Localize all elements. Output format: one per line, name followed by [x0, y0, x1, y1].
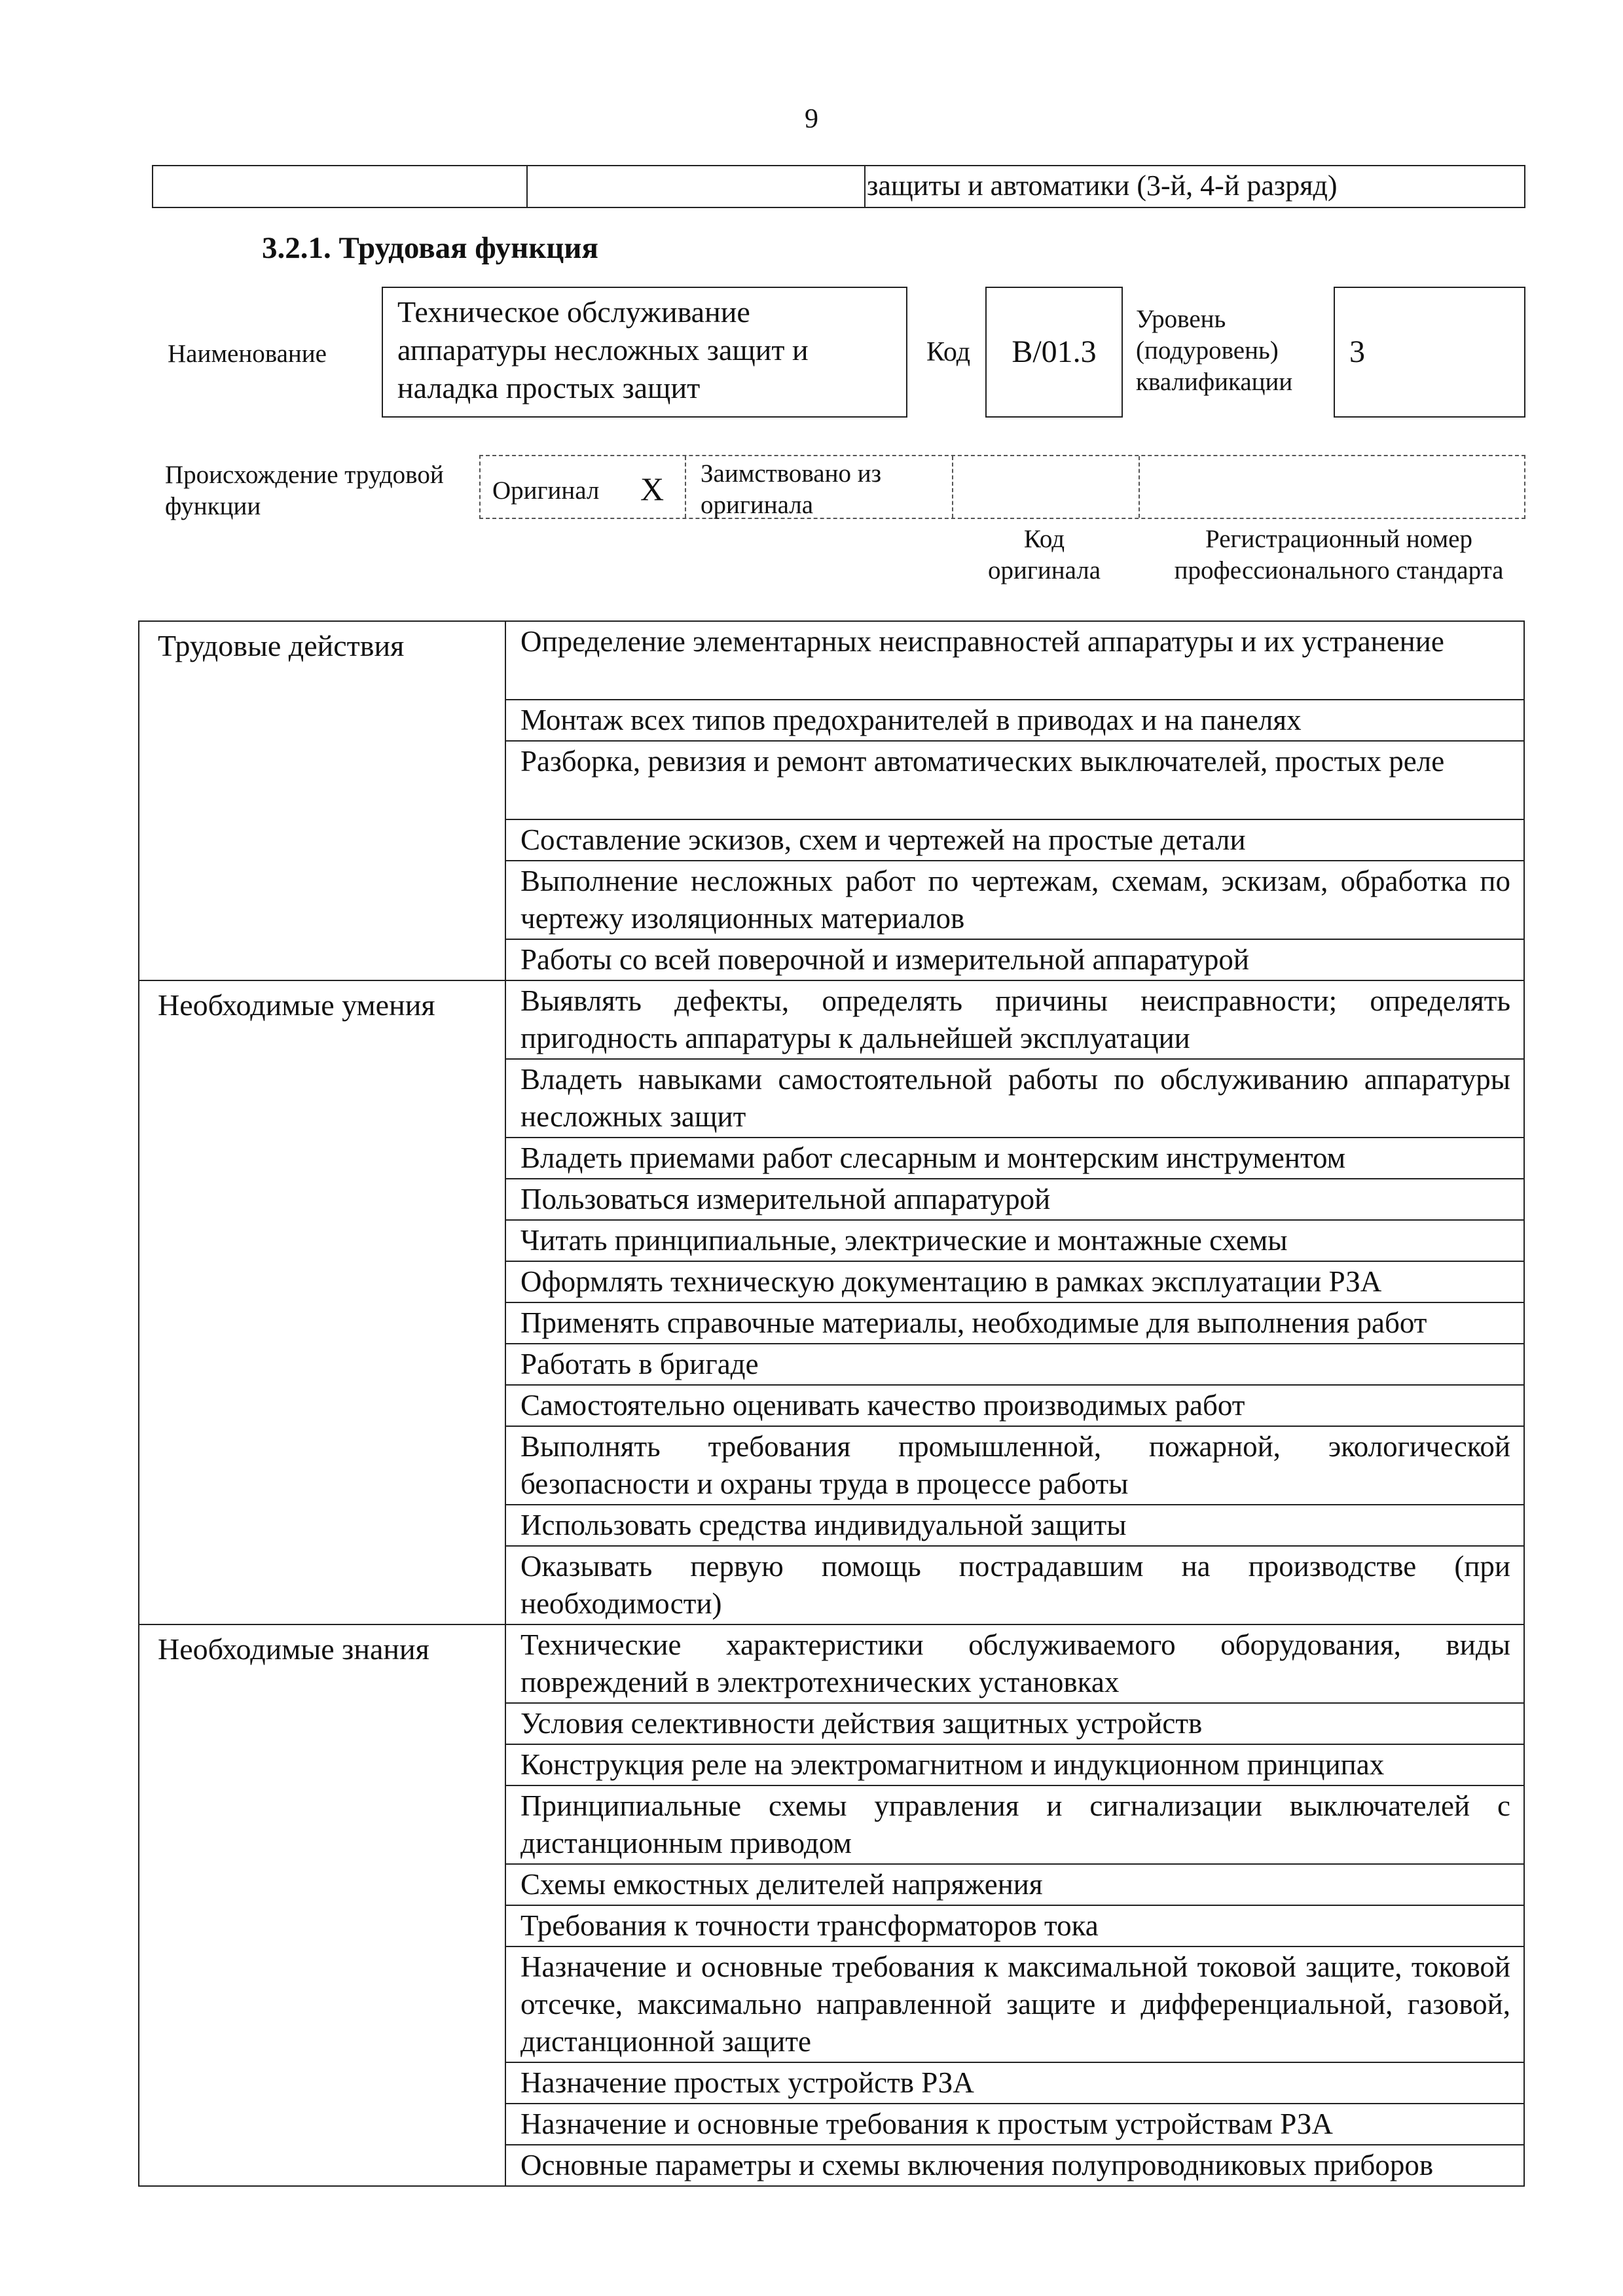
code-label: Код [926, 337, 971, 367]
origin-label [165, 459, 444, 522]
table-cell: Схемы емкостных делителей напряжения [505, 1864, 1524, 1905]
table-cell: Назначение и основные требования к максимальной токовой защите, токовой отсечке, максимально направленной защите и дифференциальной, газовой, дистанционной защите [505, 1946, 1524, 2062]
table-cell: Основные параметры и схемы включения полупроводниковых приборов [505, 2145, 1524, 2186]
table-cell: Разборка, ревизия и ремонт автоматических выключателей, простых реле [505, 741, 1524, 819]
table-cell: Технические характеристики обслуживаемого оборудования, виды повреждений в электротехнических установках [505, 1624, 1524, 1703]
table-cell: Работать в бригаде [505, 1344, 1524, 1385]
table-cell: Владеть навыками самостоятельной работы по обслуживанию аппаратуры несложных защит [505, 1059, 1524, 1138]
category-label: Необходимые умения [139, 980, 505, 1624]
origin-label-line2: функции [165, 492, 261, 520]
function-name-label: Наименование [168, 340, 327, 368]
reg-number-line2: профессионального стандарта [1174, 556, 1504, 584]
table-cell: Выявлять дефекты, определять причины неисправности; определять пригодность аппаратуры к дальнейшей эксплуатации [505, 980, 1524, 1059]
origin-divider [952, 456, 953, 518]
borrowed-line2: оригинала [701, 491, 814, 519]
table-cell: Монтаж всех типов предохранителей в приводах и на панелях [505, 700, 1524, 741]
table-cell: Назначение простых устройств РЗА [505, 2062, 1524, 2104]
table-cell: Использовать средства индивидуальной защиты [505, 1505, 1524, 1546]
table-cell: Выполнять требования промышленной, пожарной, экологической безопасности и охраны труда в процессе работы [505, 1426, 1524, 1505]
table-cell: Конструкция реле на электромагнитном и индукционном принципах [505, 1744, 1524, 1785]
table-row [139, 1624, 1524, 1703]
table-cell: Требования к точности трансформаторов тока [505, 1905, 1524, 1946]
borrowed-line1: Заимствовано из [701, 459, 882, 488]
code-original-line1: Код [1023, 525, 1065, 553]
labor-function-table [138, 620, 1525, 2187]
continuation-row [152, 165, 1525, 208]
level-label-line1: Уровень [1136, 305, 1226, 333]
table-cell: Самостоятельно оценивать качество производимых работ [505, 1385, 1524, 1426]
table-row [139, 621, 1524, 700]
origin-divider [1139, 456, 1140, 518]
table-cell: Применять справочные материалы, необходимые для выполнения работ [505, 1302, 1524, 1344]
table-cell: Пользоваться измерительной аппаратурой [505, 1179, 1524, 1220]
origin-divider [685, 456, 686, 518]
code-original-line2: оригинала [987, 556, 1101, 584]
table-cell: Определение элементарных неисправностей аппаратуры и их устранение [505, 621, 1524, 700]
section-title: 3.2.1. Трудовая функция [262, 231, 598, 265]
origin-label-line1: Происхождение трудовой [165, 461, 444, 489]
function-name-value: Техническое обслуживание аппаратуры несложных защит и наладка простых защит [382, 287, 907, 418]
continuation-text: защиты и автоматики (3-й, 4-й разряд) [867, 170, 1338, 202]
continuation-cell-1 [153, 166, 528, 207]
table-cell: Составление эскизов, схем и чертежей на простые детали [505, 819, 1524, 861]
code-original-caption [976, 524, 1113, 586]
table-cell: Оформлять техническую документацию в рамках эксплуатации РЗА [505, 1261, 1524, 1302]
category-label: Необходимые знания [139, 1624, 505, 2186]
table-cell: Назначение и основные требования к простым устройствам РЗА [505, 2104, 1524, 2145]
original-mark: X [640, 471, 665, 507]
level-label-line2: (подуровень) [1136, 336, 1279, 365]
table-cell: Выполнение несложных работ по чертежам, схемам, эскизам, обработка по чертежу изоляционных материалов [505, 861, 1524, 939]
table-cell: Владеть приемами работ слесарным и монтерским инструментом [505, 1138, 1524, 1179]
level-label-line3: квалификации [1136, 368, 1293, 396]
table-cell: Читать принципиальные, электрические и монтажные схемы [505, 1220, 1524, 1261]
qualification-level-value: 3 [1334, 287, 1525, 418]
table-cell: Работы со всей поверочной и измерительной аппаратурой [505, 939, 1524, 980]
table-cell: Оказывать первую помощь пострадавшим на производстве (при необходимости) [505, 1546, 1524, 1624]
reg-number-line1: Регистрационный номер [1205, 525, 1472, 553]
table-cell: Условия селективности действия защитных устройств [505, 1703, 1524, 1744]
origin-table [479, 455, 1525, 519]
continuation-cell-2 [526, 166, 866, 207]
reg-number-caption [1139, 524, 1539, 586]
table-row [139, 980, 1524, 1059]
table-cell: Принципиальные схемы управления и сигнализации выключателей с дистанционным приводом [505, 1785, 1524, 1864]
original-label: Оригинал [492, 476, 600, 505]
code-value: B/01.3 [985, 287, 1123, 418]
page-number: 9 [805, 104, 818, 134]
category-label: Трудовые действия [139, 621, 505, 980]
borrowed-label [701, 458, 881, 521]
qualification-level-label [1136, 304, 1292, 398]
